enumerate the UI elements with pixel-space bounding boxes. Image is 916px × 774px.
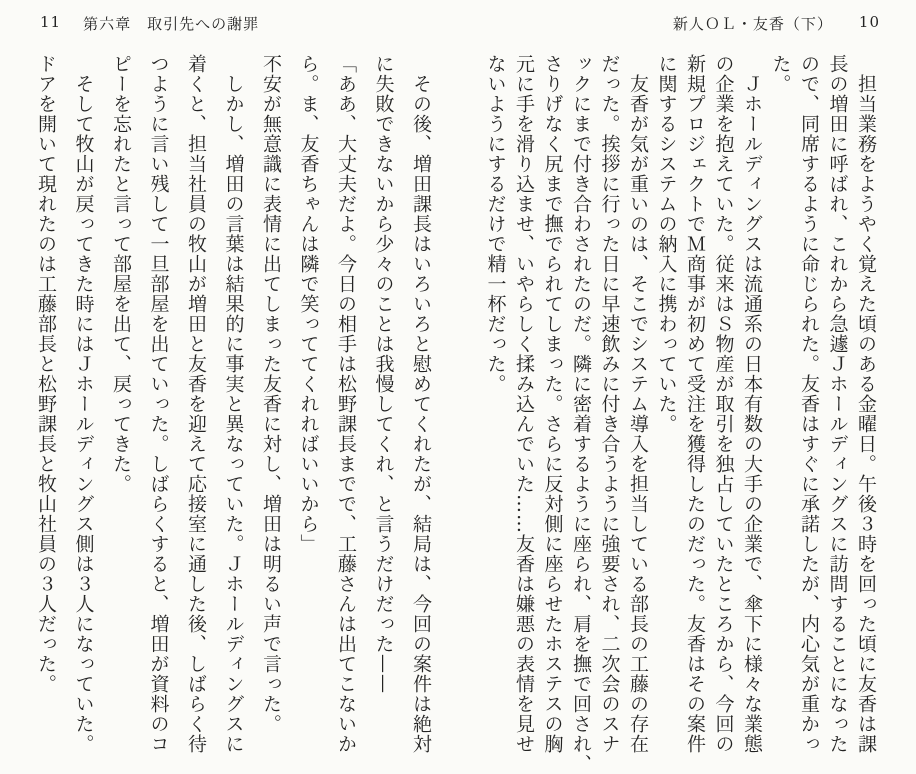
chapter-title: 第六章 取引先への謝罪 — [83, 15, 260, 33]
text-column: そして牧山が戻ってきた時にはＪホールディングス側は３人になっていた。 — [72, 54, 95, 754]
text-column: ので、同席するように命じられた。友香はすぐに承諾したが、内心気が重かっ — [798, 54, 820, 754]
text-column: ないようにするだけで精一杯だった。 — [484, 54, 507, 394]
left-page-number: 11 — [40, 13, 62, 31]
text-column: Ｊホールディングスは流通系の日本有数の大手の企業で、傘下に様々な業態 — [741, 54, 763, 754]
text-column: ドアを開いて現れたのは工藤部長と松野課長と牧山社員の３人だった。 — [35, 54, 57, 694]
header-right — [673, 13, 880, 34]
text-column: 不安が無意識に表情に出てしまった友香に対し、増田は明るい声で言った。 — [260, 54, 282, 734]
page-right-body — [480, 54, 880, 774]
text-column: その後、増田課長はいろいろと慰めてくれたが、結局は、今回の案件は絶対 — [410, 54, 432, 754]
header-left — [40, 13, 259, 34]
text-column: だった。挨拶に行った日に早速飲みに付き合うように強要され、二次会のスナ — [598, 54, 621, 754]
text-column: しかし、増田の言葉は結果的に事実と異なっていた。Ｊホールディングスに — [222, 54, 245, 754]
text-column: ックにまで付き合わされたのだ。隣に密着するように座られ、肩を撫で回され、 — [570, 54, 592, 774]
text-column: の企業を抱えていた。従来はＳ物産が取引を独占していたところから、今回の — [712, 54, 735, 754]
text-column: 「ああ、大丈夫だよ。今日の相手は松野課長までで、工藤さんは出てこないか — [335, 54, 357, 754]
text-column: 着くと、担当社員の牧山が増田と友香を迎えて応接室に通した後、しばらく待 — [185, 54, 207, 754]
running-header — [0, 13, 916, 33]
text-column: ピーを忘れたと言って部屋を出て、戻ってきた。 — [110, 54, 132, 494]
text-column: 元に手を滑り込ませ、いやらしく揉み込んでいた……友香は嫌悪の表情を見せ — [513, 54, 535, 754]
text-column: さりげなく尻まで撫でられてしまった。さらに反対側に座らせたホステスの胸 — [541, 54, 564, 754]
text-column: 長の増田に呼ばれ、これから急遽Ｊホールディングスに訪問することになった — [826, 54, 849, 754]
page-left-body — [26, 54, 439, 760]
right-page-number: 10 — [858, 13, 880, 31]
text-column: 担当業務をようやく覚えた頃のある金曜日。午後３時を回った頃に友香は課 — [855, 54, 877, 754]
text-column: ら。ま、友香ちゃんは隣で笑っててくれればいいから」 — [297, 54, 320, 554]
text-column: た。 — [769, 54, 792, 94]
text-column: つように言い残して一旦部屋を出ていった。しばらくすると、増田が資料のコ — [147, 54, 170, 754]
text-column: 新規プロジェクトでＭ商事が初めて受注を獲得したのだった。友香はその案件 — [684, 54, 706, 754]
text-column: に関するシステムの納入に携わっていた。 — [655, 54, 678, 434]
text-column: に失敗できないから少々のことは我慢してくれ、と言うだけだった—— — [372, 54, 395, 694]
text-column: 友香が気が重いのは、そこでシステム導入を担当している部長の工藤の存在 — [627, 54, 649, 754]
book-title: 新人ＯＬ・友香（下） — [672, 15, 833, 33]
